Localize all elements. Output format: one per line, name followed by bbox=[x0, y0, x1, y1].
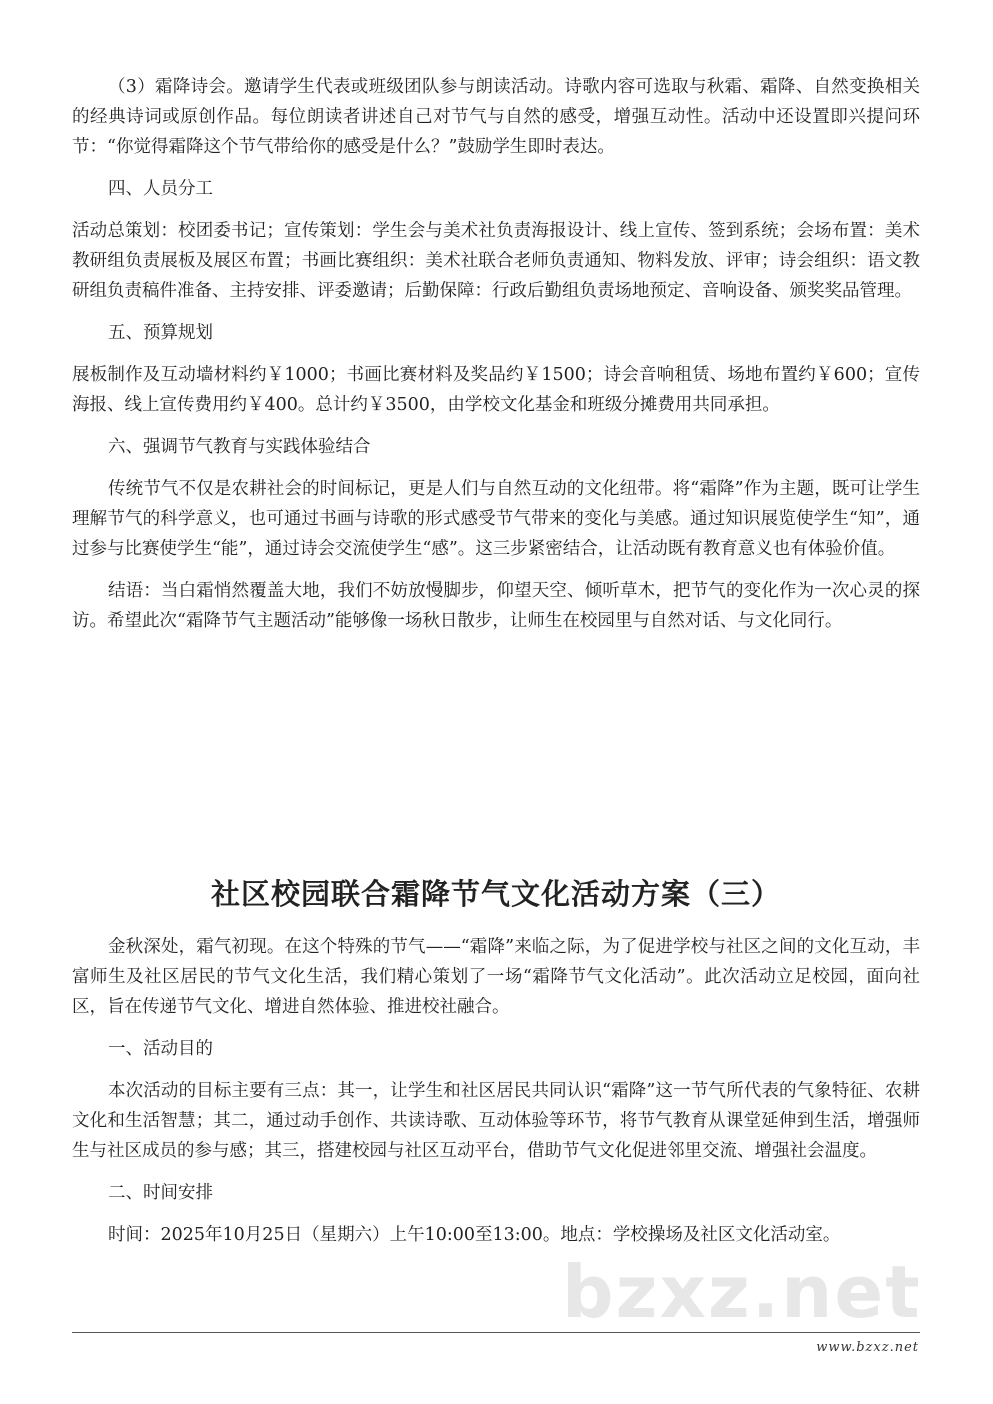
paragraph-intro: 金秋深处，霜气初现。在这个特殊的节气——“霜降”来临之际，为了促进学校与社区之间的文化互动，丰富师生及社区居民的节气文化生活，我们精心策划了一场“霜降节气文化活动”。此次活动立足校园，面向社区，旨在传递节气文化、增进自然体验、推进校社融合。 bbox=[72, 937, 920, 1017]
heading-budget: 五、预算规划 bbox=[108, 323, 213, 343]
watermark-logo: bzxz.net bbox=[562, 1250, 922, 1334]
upper-section bbox=[72, 72, 920, 636]
paragraph-budget: 展板制作及互动墙材料约￥1000；书画比赛材料及奖品约￥1500；诗会音响租赁、场地布置约￥600；宣传海报、线上宣传费用约￥400。总计约￥3500，由学校文化基金和班级分摊费用共同承担。 bbox=[72, 365, 920, 415]
document-title: 社区校园联合霜降节气文化活动方案（三） bbox=[210, 877, 781, 911]
footer-url[interactable]: www.bzxz.net bbox=[816, 1340, 919, 1355]
heading-education: 六、强调节气教育与实践体验结合 bbox=[108, 437, 371, 457]
heading-purpose: 一、活动目的 bbox=[108, 1039, 213, 1059]
heading-staff: 四、人员分工 bbox=[108, 179, 213, 199]
paragraph-poetry-meeting: （3）霜降诗会。邀请学生代表或班级团队参与朗读活动。诗歌内容可选取与秋霜、霜降、自然变换相关的经典诗词或原创作品。每位朗读者讲述自己对节气与自然的感受，增强互动性。活动中还设置即兴提问环节：“你觉得霜降这个节气带给你的感受是什么？”鼓励学生即时表达。 bbox=[72, 77, 920, 157]
paragraph-education: 传统节气不仅是农耕社会的时间标记，更是人们与自然互动的文化纽带。将“霜降”作为主题，既可让学生理解节气的科学意义，也可通过书画与诗歌的形式感受节气带来的变化与美感。通过知识展览使学生“知”，通过参与比赛使学生“能”，通过诗会交流使学生“感”。这三步紧密结合，让活动既有教育意义也有体验价值。 bbox=[72, 479, 920, 559]
heading-schedule: 二、时间安排 bbox=[108, 1183, 213, 1203]
paragraph-purpose: 本次活动的目标主要有三点：其一，让学生和社区居民共同认识“霜降”这一节气所代表的气象特征、农耕文化和生活智慧；其二，通过动手创作、共读诗歌、互动体验等环节，将节气教育从课堂延伸到生活，增强师生与社区成员的参与感；其三，搭建校园与社区互动平台，借助节气文化促进邻里交流、增强社会温度。 bbox=[72, 1081, 920, 1161]
lower-section bbox=[72, 932, 920, 1250]
paragraph-conclusion: 结语：当白霜悄然覆盖大地，我们不妨放慢脚步，仰望天空、倾听草木，把节气的变化作为一次心灵的探访。希望此次“霜降节气主题活动”能够像一场秋日散步，让师生在校园里与自然对话、与文化同行。 bbox=[72, 581, 920, 631]
footer-divider bbox=[72, 1332, 920, 1333]
paragraph-staff: 活动总策划：校团委书记；宣传策划：学生会与美术社负责海报设计、线上宣传、签到系统；会场布置：美术教研组负责展板及展区布置；书画比赛组织：美术社联合老师负责通知、物料发放、评审；诗会组织：语文教研组负责稿件准备、主持安排、评委邀请；后勤保障：行政后勤组负责场地预定、音响设备、颁奖奖品管理。 bbox=[72, 221, 920, 301]
paragraph-schedule: 时间：2025年10月25日（星期六）上午10:00至13:00。地点：学校操场及社区文化活动室。 bbox=[108, 1225, 841, 1245]
